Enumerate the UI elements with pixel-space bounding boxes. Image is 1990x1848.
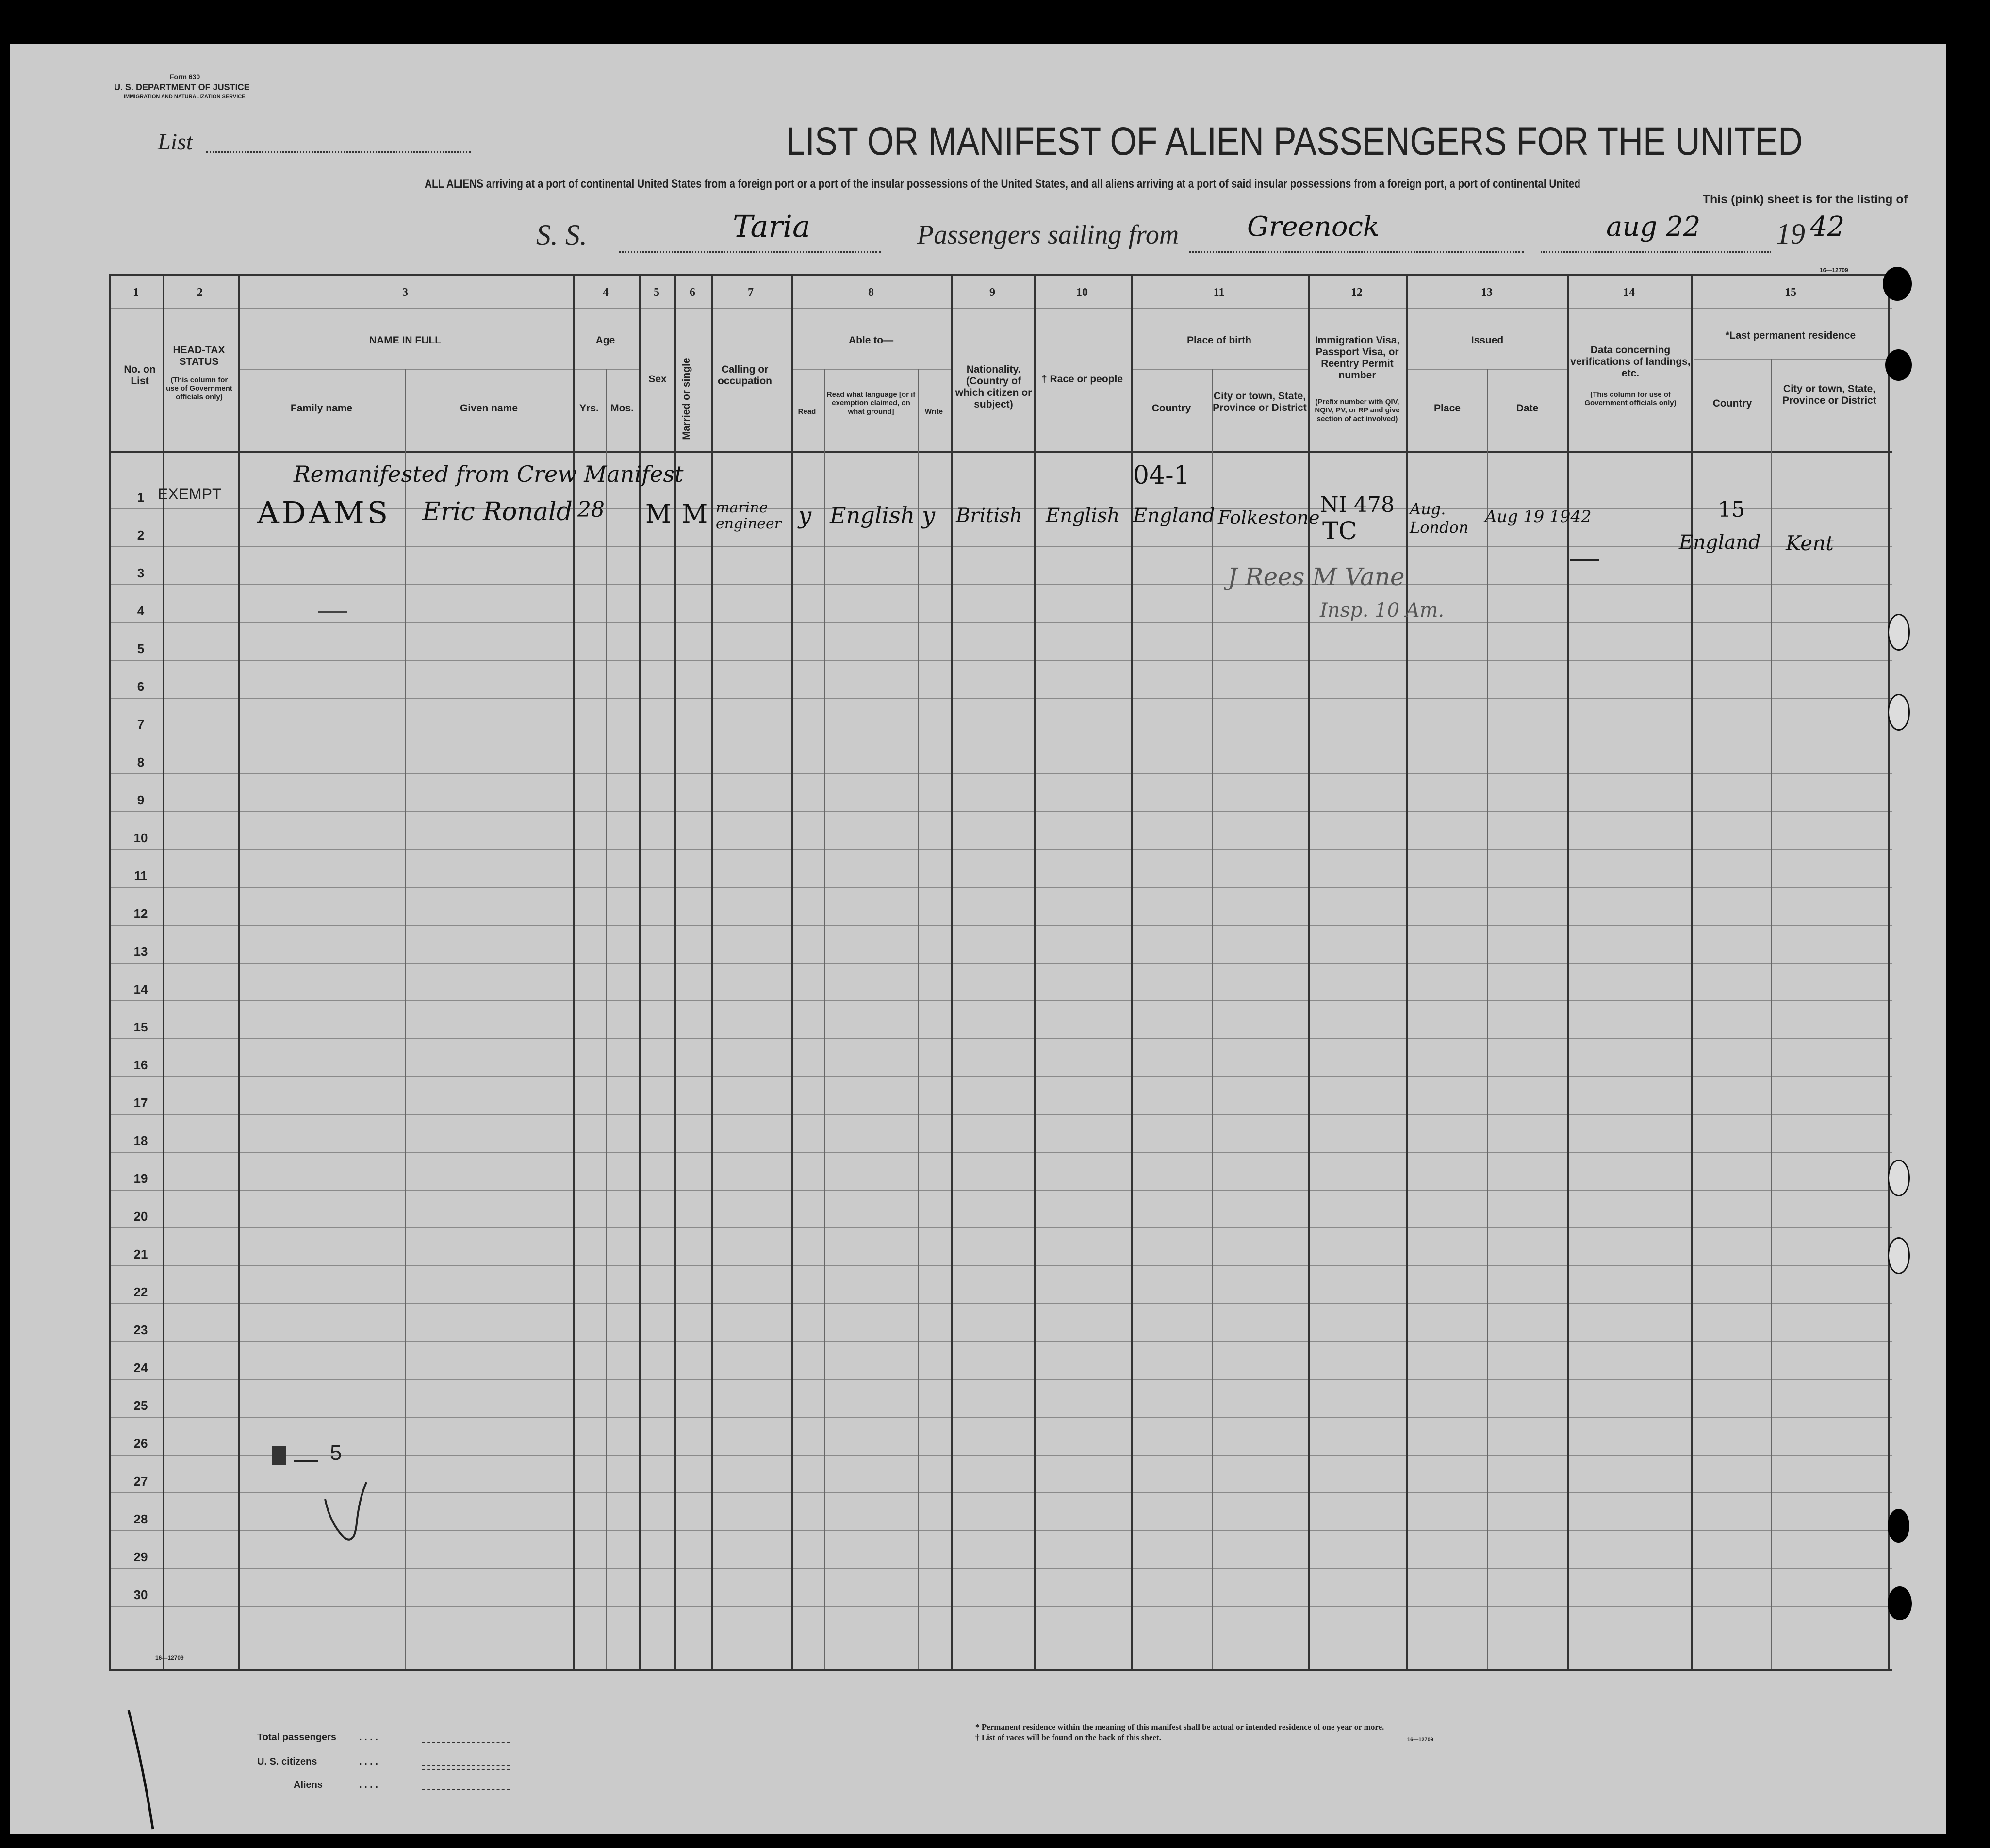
row-line	[109, 1417, 1892, 1418]
header-calling: Calling or occupation	[717, 364, 772, 387]
form-number: Form 630	[170, 73, 200, 81]
column-line	[1691, 274, 1693, 1669]
column-number: 15	[1785, 286, 1796, 299]
column-number: 3	[402, 286, 408, 299]
occupation-value: marine engineer	[716, 499, 782, 532]
column-number: 14	[1623, 286, 1635, 299]
row-number: 17	[133, 1096, 148, 1110]
row-number: 4	[137, 604, 145, 618]
total-passengers-label: Total passengers	[257, 1732, 337, 1743]
row-number: 9	[137, 793, 145, 807]
language-value: English	[830, 502, 915, 528]
row26-number: 5	[330, 1441, 342, 1465]
grid-border-top	[109, 274, 1892, 276]
row-line	[109, 1000, 1892, 1001]
row-line	[109, 849, 1892, 850]
form-code-grid: 16—12709	[155, 1654, 184, 1661]
us-citizens-label: U. S. citizens	[257, 1756, 317, 1767]
row-number: 19	[133, 1171, 148, 1186]
family-name-value: ADAMS	[257, 495, 391, 530]
binder-hole	[1888, 1586, 1912, 1620]
row-line	[109, 546, 1892, 547]
sailing-date: aug 22	[1606, 211, 1701, 243]
row-number: 30	[133, 1587, 148, 1602]
age-value: 28	[577, 497, 605, 522]
binder-hole	[1885, 349, 1912, 381]
birth-country-value: England	[1133, 505, 1215, 527]
binder-hole	[1883, 267, 1912, 301]
birth-city-value: Folkestone	[1218, 507, 1320, 528]
issued-place-value: Aug. London	[1410, 500, 1469, 537]
row-number: 12	[133, 906, 148, 921]
row-number: 22	[133, 1285, 148, 1299]
header-issued-date: Date	[1516, 403, 1539, 414]
subtitle-line-2: This (pink) sheet is for the listing of	[1702, 193, 1908, 206]
nationality-value: British	[956, 505, 1022, 527]
row-number: 15	[133, 1020, 148, 1034]
aliens-label: Aliens	[294, 1780, 323, 1790]
row26-dash	[294, 1460, 318, 1462]
column-line	[951, 274, 953, 1669]
header-last-residence: *Last permanent residence	[1725, 330, 1856, 341]
column-number: 9	[989, 286, 995, 299]
row-number: 24	[133, 1360, 148, 1375]
total-dots: . . . .	[359, 1732, 378, 1743]
header-read: Read	[798, 408, 816, 416]
year-suffix: 42	[1810, 211, 1845, 243]
service-name: IMMIGRATION AND NATURALIZATION SERVICE	[124, 94, 246, 99]
residence-city-value: Kent	[1786, 531, 1834, 555]
citizens-line-2	[422, 1769, 510, 1770]
column-line	[238, 274, 240, 1669]
given-name-value: Eric Ronald	[422, 497, 573, 526]
aliens-line	[422, 1789, 510, 1790]
header-place-of-birth: Place of birth	[1186, 335, 1252, 346]
column-number: 12	[1351, 286, 1363, 299]
total-line	[422, 1742, 510, 1743]
row-number: 14	[133, 982, 148, 997]
row-line	[109, 622, 1892, 623]
header-bottom-line	[109, 451, 1892, 453]
column-number: 6	[690, 286, 695, 299]
write-value: y	[922, 502, 936, 529]
row-line	[109, 963, 1892, 964]
subheader-line	[1694, 359, 1888, 360]
citizens-line	[422, 1765, 510, 1766]
list-line	[206, 151, 471, 153]
visa-class-value: TC	[1322, 517, 1357, 545]
header-lr-country: Country	[1712, 398, 1752, 409]
binder-hole	[1888, 1160, 1910, 1196]
column-line	[918, 369, 919, 1669]
row-number: 7	[137, 717, 145, 732]
row-line	[109, 925, 1892, 926]
head-tax-status: EXEMPT	[158, 485, 222, 503]
column-line	[1212, 369, 1213, 1669]
row-line	[109, 1038, 1892, 1039]
row-number: 11	[134, 868, 148, 883]
row-number: 26	[133, 1436, 148, 1451]
subheader-line	[791, 369, 951, 370]
column-number: 2	[197, 286, 203, 299]
date-line	[1541, 251, 1771, 253]
list-label: List	[158, 129, 193, 155]
subtitle-line-1: ALL ALIENS arriving at a port of continental United States from a foreign port or a port of the insular possessions of the United States, and all aliens arriving at a port of said insular possessions from a foreign port, a port of continental United	[425, 177, 1580, 191]
header-birth-country: Country	[1151, 403, 1191, 414]
column-number: 1	[133, 286, 139, 299]
column-line	[824, 369, 825, 1669]
row-number: 27	[133, 1474, 148, 1488]
row-number: 8	[137, 755, 145, 769]
row-line	[109, 1341, 1892, 1342]
ship-line	[619, 251, 881, 253]
birth-code-value: 04-1	[1133, 461, 1190, 490]
grid-border-bottom	[109, 1669, 1892, 1671]
row-line	[109, 1455, 1892, 1456]
row-number: 3	[137, 566, 145, 580]
form-code-bottom: 16—12709	[1407, 1737, 1433, 1743]
issued-date-value: Aug 19 1942	[1485, 507, 1592, 526]
inspector-note: Insp. 10 Am.	[1320, 599, 1445, 621]
row-number: 13	[133, 944, 148, 959]
footnote-residence: * Permanent residence within the meaning of this manifest shall be actual or intended residence of one year or more.	[975, 1722, 1384, 1732]
column-number: 4	[603, 286, 609, 299]
row-number: 1	[137, 490, 145, 505]
residence-code-value: 15	[1718, 497, 1745, 522]
column-number: 7	[748, 286, 754, 299]
header-issued-place: Place	[1434, 403, 1461, 414]
binder-hole	[1888, 1509, 1909, 1543]
row-number: 10	[133, 831, 148, 845]
read-value: y	[798, 502, 812, 529]
header-head-tax: HEAD-TAX STATUS	[173, 344, 225, 368]
header-age: Age	[595, 335, 615, 346]
header-landings-note: (This column for use of Government officials only)	[1584, 391, 1677, 408]
row26-blot	[272, 1446, 286, 1465]
row-line	[109, 1114, 1892, 1115]
header-married: Married or single	[680, 358, 692, 440]
header-issued: Issued	[1471, 335, 1504, 346]
header-visa: Immigration Visa, Passport Visa, or Reentry Permit number	[1315, 335, 1400, 381]
agency-name: U. S. DEPARTMENT OF JUSTICE	[114, 82, 250, 92]
column-line	[1487, 369, 1488, 1669]
row-line	[109, 1379, 1892, 1380]
year-prefix: 19	[1776, 218, 1805, 250]
row-line	[109, 1152, 1892, 1153]
column-number: 13	[1481, 286, 1493, 299]
row-line	[109, 1492, 1892, 1493]
row-line	[109, 1076, 1892, 1077]
footnote-races: † List of races will be found on the back of this sheet.	[975, 1733, 1161, 1742]
race-value: English	[1046, 505, 1120, 527]
column-line	[163, 274, 164, 1669]
header-no-on-list: No. on List	[124, 364, 156, 387]
residence-country-value: England	[1679, 531, 1761, 554]
row-line	[109, 584, 1892, 585]
form-code-top: 16—12709	[1820, 267, 1848, 274]
row-line	[109, 1606, 1892, 1607]
header-sex: Sex	[648, 374, 667, 385]
visa-number-value: NI 478	[1320, 492, 1395, 517]
row-number: 25	[133, 1398, 148, 1413]
subheader-line	[1131, 369, 1308, 370]
row-line	[109, 811, 1892, 812]
row-line	[109, 773, 1892, 774]
header-visa-note: (Prefix number with QIV, NQIV, PV, or RP and give section of act involved)	[1315, 398, 1400, 423]
row-number: 6	[137, 679, 145, 694]
column-line	[1131, 274, 1133, 1669]
column-line	[606, 369, 607, 1669]
column-line	[109, 274, 111, 1669]
manifest-sheet	[10, 44, 1946, 1834]
header-mos: Mos.	[610, 403, 634, 414]
header-race: † Race or people	[1041, 374, 1123, 385]
header-nationality: Nationality. (Country of which citizen or subject)	[955, 364, 1032, 410]
row-number: 29	[133, 1550, 148, 1564]
header-family-name: Family name	[290, 403, 353, 414]
column-line	[1567, 274, 1569, 1669]
row-number: 28	[133, 1512, 148, 1526]
column-line	[1771, 359, 1772, 1669]
sex-value: M	[645, 500, 672, 529]
port-line	[1189, 251, 1524, 253]
row-line	[109, 1265, 1892, 1266]
dash-mark	[318, 611, 347, 613]
header-number-line	[109, 308, 1892, 309]
header-lr-city: City or town, State, Province or District	[1782, 383, 1876, 407]
binder-hole	[1888, 1237, 1910, 1274]
column-line	[1308, 274, 1310, 1669]
margin-stroke	[124, 1708, 163, 1834]
row-number: 20	[133, 1209, 148, 1224]
page-title: LIST OR MANIFEST OF ALIEN PASSENGERS FOR THE UNITED	[786, 119, 1803, 164]
port-name: Greenock	[1247, 211, 1380, 243]
row-line	[109, 1530, 1892, 1531]
row-line	[109, 660, 1892, 661]
binder-hole	[1888, 694, 1910, 731]
column-number: 11	[1213, 286, 1225, 299]
citizens-dots: . . . .	[359, 1756, 378, 1767]
column-number: 5	[654, 286, 659, 299]
inspector-signature: J Rees M Vane	[1228, 563, 1405, 591]
row-number: 16	[133, 1058, 148, 1072]
header-landings: Data concerning verifications of landings, etc.	[1570, 344, 1691, 379]
row-line	[109, 1227, 1892, 1228]
checkmark	[320, 1480, 374, 1577]
header-read-lang: Read what language [or if exemption claimed, on what ground]	[826, 391, 916, 416]
row-line	[109, 1190, 1892, 1191]
column-line	[791, 274, 793, 1669]
column-line	[1406, 274, 1408, 1669]
column-line	[1034, 274, 1036, 1669]
row-number: 2	[137, 528, 145, 542]
row-line	[109, 698, 1892, 699]
row-number: 18	[133, 1133, 148, 1148]
row-number: 21	[133, 1247, 148, 1261]
aliens-dots: . . . .	[359, 1780, 378, 1790]
column-line	[711, 274, 713, 1669]
row-number: 23	[133, 1323, 148, 1337]
ship-name: Taria	[733, 209, 810, 244]
marital-value: M	[682, 500, 708, 529]
sailing-label: Passengers sailing from	[917, 220, 1179, 250]
ship-label: S. S.	[536, 219, 587, 251]
header-write: Write	[924, 408, 943, 416]
header-birth-city: City or town, State, Province or District	[1213, 391, 1307, 414]
column-number: 8	[868, 286, 874, 299]
row-line	[109, 887, 1892, 888]
row-line	[109, 1568, 1892, 1569]
header-given-name: Given name	[460, 403, 518, 414]
remanifest-remark: Remanifested from Crew Manifest	[294, 461, 684, 487]
column-line	[1888, 274, 1890, 1669]
column-line	[405, 369, 406, 1669]
row-line	[109, 1303, 1892, 1304]
header-name-in-full: NAME IN FULL	[369, 335, 442, 346]
column-number: 10	[1076, 286, 1088, 299]
binder-hole	[1888, 614, 1910, 651]
row-number: 5	[137, 641, 145, 656]
header-able-to: Able to—	[848, 335, 894, 346]
header-head-tax-note: (This column for use of Government officials only)	[166, 376, 232, 401]
header-yrs: Yrs.	[579, 403, 599, 414]
issued-date-dash	[1570, 559, 1599, 561]
